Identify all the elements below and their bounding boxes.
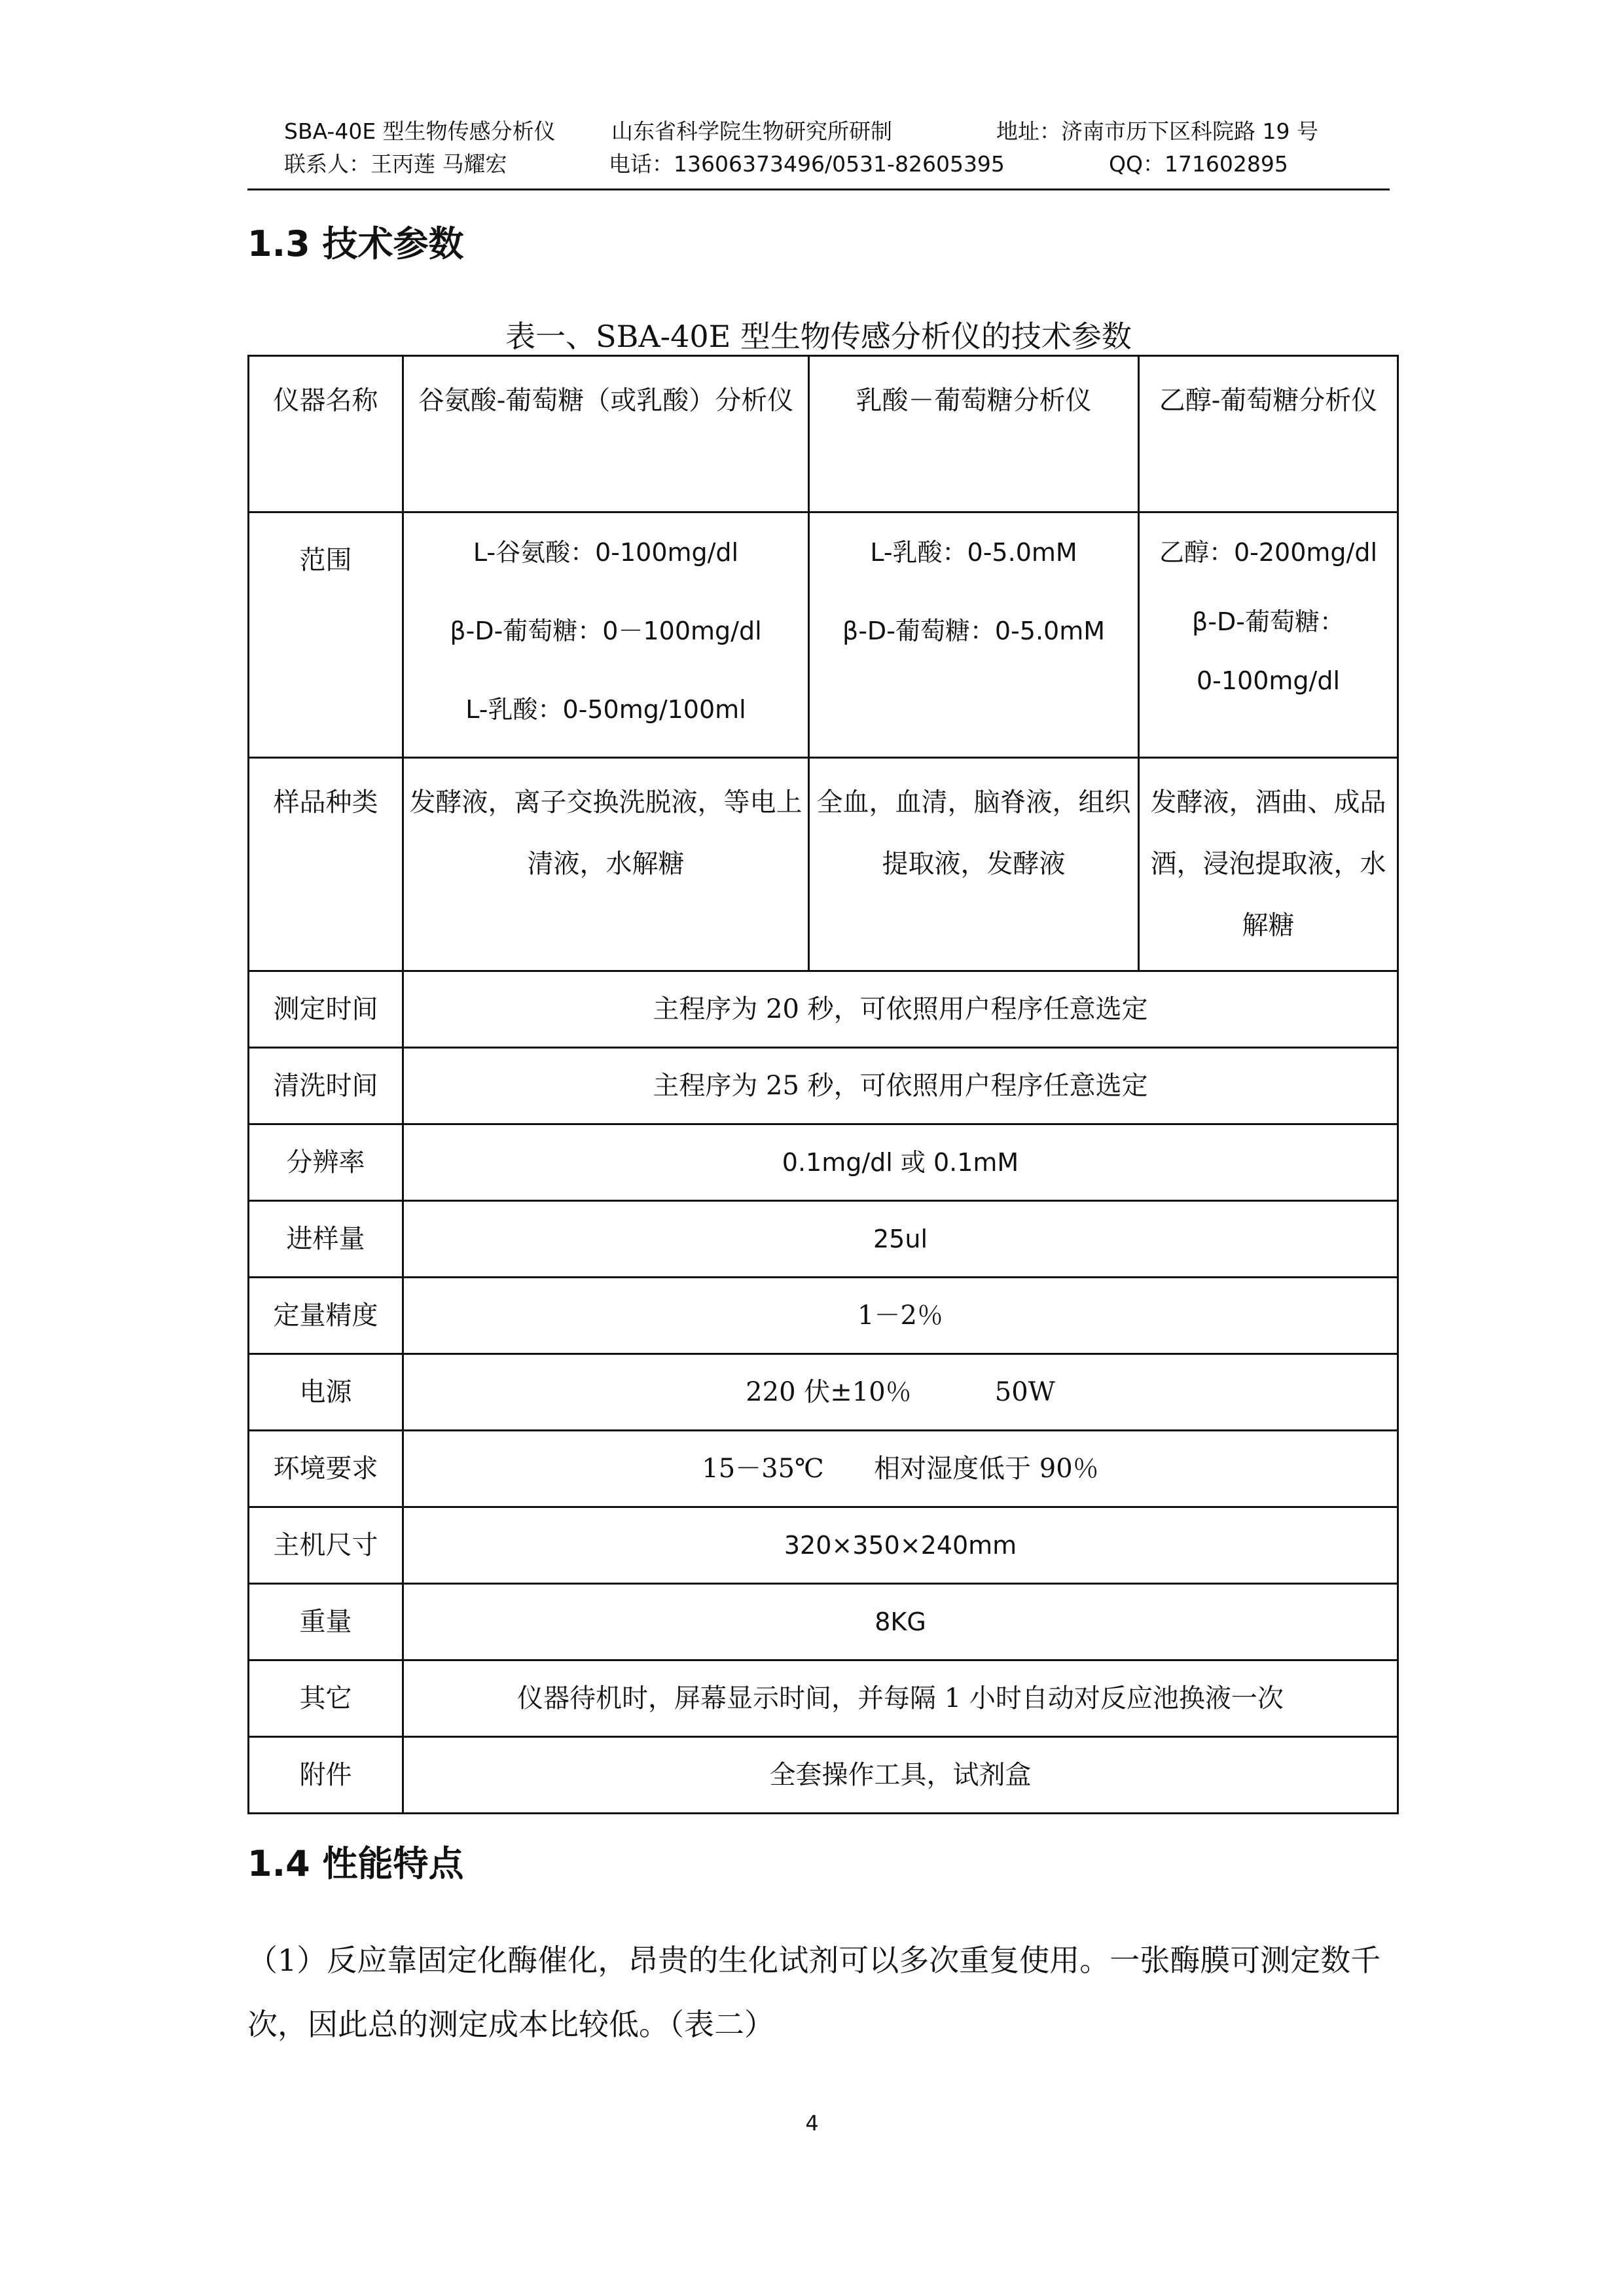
page-header [247, 111, 1390, 190]
section-title-1-3: 1.3 技术参数 [247, 223, 464, 264]
range-line: β-D-葡萄糖：0-5.0mM [842, 617, 1106, 645]
header-qq: QQ：171602895 [1109, 151, 1288, 177]
header-institute: 山东省科学院生物研究所研制 [611, 118, 892, 144]
table-row [249, 1278, 1398, 1354]
table-row [249, 971, 1398, 1048]
table-cell [1139, 512, 1398, 758]
table-cell: 320×350×240mm [403, 1507, 1398, 1584]
table-cell: 0.1mg/dl 或 0.1mM [403, 1124, 1398, 1201]
table-caption: 表一、SBA-40E 型生物传感分析仪的技术参数 [505, 319, 1132, 354]
range-line: 0-100mg/dl [1196, 666, 1341, 695]
range-line: L-乳酸：0-50mg/100ml [465, 695, 746, 724]
range-line: β-D-葡萄糖： [1192, 607, 1344, 636]
row-label: 范围 [249, 512, 403, 758]
row-label: 附件 [249, 1737, 403, 1814]
row-label: 定量精度 [249, 1278, 403, 1354]
table-cell: 1－2％ [403, 1278, 1398, 1354]
row-label: 样品种类 [249, 758, 403, 971]
table-cell: 8KG [403, 1584, 1398, 1660]
row-label: 主机尺寸 [249, 1507, 403, 1584]
table-row [249, 1660, 1398, 1737]
row-label: 清洗时间 [249, 1048, 403, 1124]
range-line: L-乳酸：0-5.0mM [870, 538, 1077, 567]
table-row [249, 758, 1398, 971]
row-label: 进样量 [249, 1201, 403, 1278]
table-cell: 全套操作工具，试剂盒 [403, 1737, 1398, 1814]
row-label: 测定时间 [249, 971, 403, 1048]
spec-table [247, 355, 1399, 1814]
header-address: 地址：济南市历下区科院路 19 号 [996, 118, 1318, 144]
table-row [249, 1048, 1398, 1124]
table-cell: 25ul [403, 1201, 1398, 1278]
table-row [249, 1354, 1398, 1431]
range-line: β-D-葡萄糖：0－100mg/dl [450, 617, 762, 645]
table-cell: 15－35℃ 相对湿度低于 90％ [403, 1431, 1398, 1507]
table-cell: 乙醇-葡萄糖分析仪 [1139, 356, 1398, 512]
table-cell [403, 512, 809, 758]
row-label: 仪器名称 [249, 356, 403, 512]
body-paragraph: （1）反应靠固定化酶催化，昂贵的生化试剂可以多次重复使用。一张酶膜可测定数千次，因此总的测定成本比较低。（表二） [247, 1943, 1381, 2042]
row-label: 重量 [249, 1584, 403, 1660]
header-product: SBA-40E 型生物传感分析仪 [284, 118, 556, 144]
table-cell: 全血，血清，脑脊液，组织提取液，发酵液 [809, 758, 1139, 971]
table-cell: 发酵液，酒曲、成品酒，浸泡提取液，水解糖 [1139, 758, 1398, 971]
table-row [249, 1584, 1398, 1660]
table-row [249, 356, 1398, 512]
table-cell: 主程序为 25 秒，可依照用户程序任意选定 [403, 1048, 1398, 1124]
table-cell: 主程序为 20 秒，可依照用户程序任意选定 [403, 971, 1398, 1048]
table-row [249, 1737, 1398, 1814]
table-cell: 发酵液，离子交换洗脱液，等电上清液，水解糖 [403, 758, 809, 971]
table-row [249, 1124, 1398, 1201]
range-line: L-谷氨酸：0-100mg/dl [473, 538, 739, 567]
row-label: 环境要求 [249, 1431, 403, 1507]
table-row [249, 512, 1398, 758]
table-cell: 乳酸－葡萄糖分析仪 [809, 356, 1139, 512]
table-row [249, 1431, 1398, 1507]
table-cell: 仪器待机时，屏幕显示时间，并每隔 1 小时自动对反应池换液一次 [403, 1660, 1398, 1737]
table-cell: 220 伏±10％ 50W [403, 1354, 1398, 1431]
header-phone: 电话：13606373496/0531-82605395 [609, 151, 1005, 177]
table-cell [809, 512, 1139, 758]
section-title-1-4: 1.4 性能特点 [247, 1843, 464, 1884]
header-contact: 联系人：王丙莲 马耀宏 [284, 151, 507, 177]
table-row [249, 1201, 1398, 1278]
row-label: 电源 [249, 1354, 403, 1431]
row-label: 分辨率 [249, 1124, 403, 1201]
page-number: 4 [805, 2111, 819, 2136]
table-cell: 谷氨酸-葡萄糖（或乳酸）分析仪 [403, 356, 809, 512]
row-label: 其它 [249, 1660, 403, 1737]
table-row [249, 1507, 1398, 1584]
range-line: 乙醇：0-200mg/dl [1159, 538, 1378, 567]
